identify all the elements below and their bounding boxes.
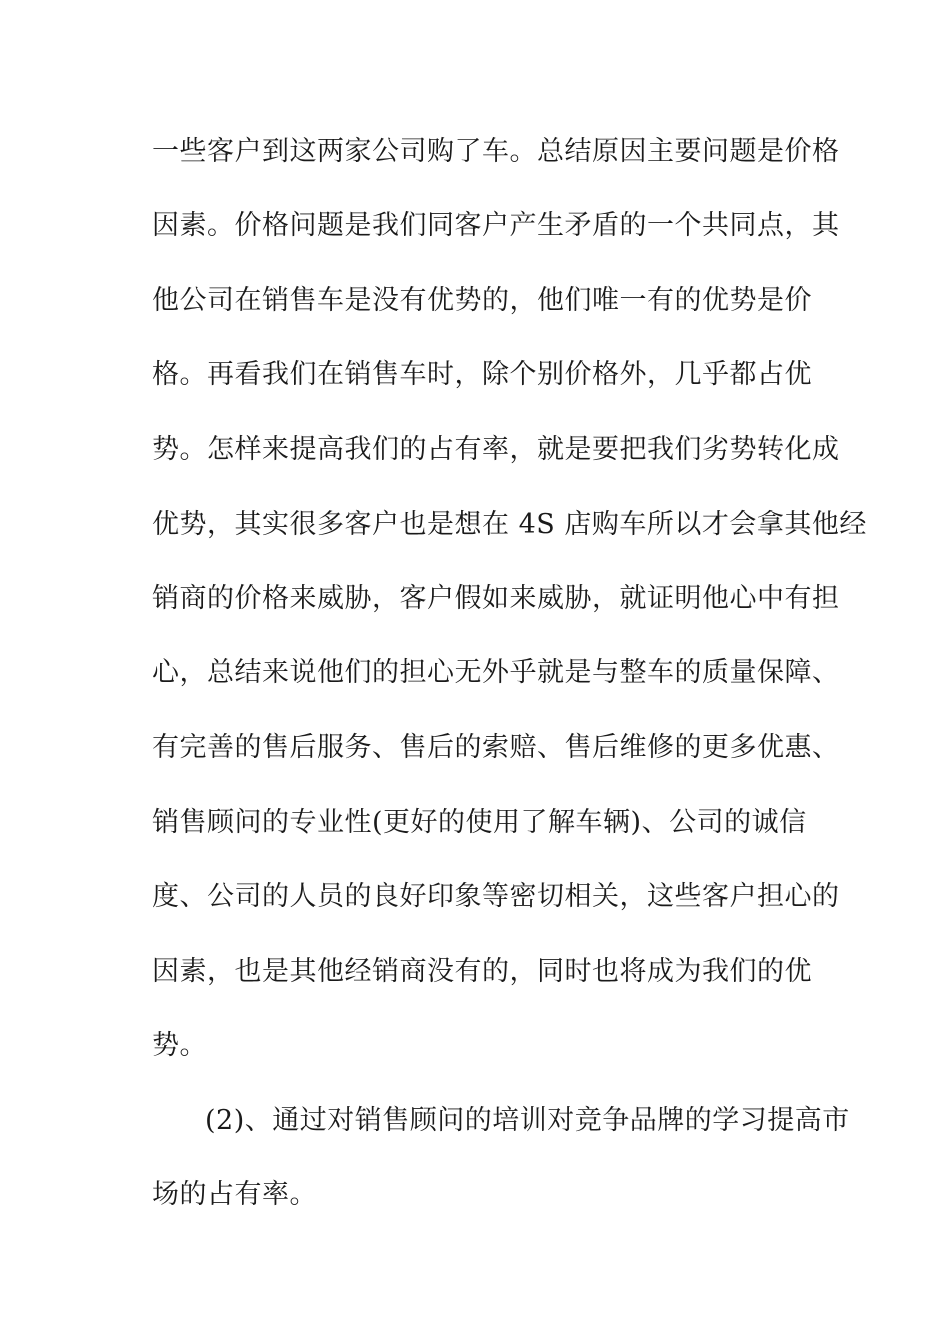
text-line: 势。 bbox=[152, 1030, 207, 1061]
text-line: 优势，其实很多客户也是想在 4S 店购车所以才会拿其他经 bbox=[152, 509, 867, 540]
text-line: (2)、通过对销售顾问的培训对竞争品牌的学习提高市 bbox=[205, 1105, 850, 1136]
text-line: 一些客户到这两家公司购了车。总结原因主要问题是价格 bbox=[152, 136, 840, 167]
text-line: 销商的价格来威胁，客户假如来威胁，就证明他心中有担 bbox=[152, 583, 840, 614]
text-line: 格。再看我们在销售车时，除个别价格外，几乎都占优 bbox=[152, 359, 812, 390]
text-line: 势。怎样来提高我们的占有率，就是要把我们劣势转化成 bbox=[152, 434, 840, 465]
text-line: 因素。价格问题是我们同客户产生矛盾的一个共同点，其 bbox=[152, 210, 840, 241]
text-line: 因素，也是其他经销商没有的，同时也将成为我们的优 bbox=[152, 956, 812, 987]
text-line: 心，总结来说他们的担心无外乎就是与整车的质量保障、 bbox=[152, 657, 840, 688]
text-line: 他公司在销售车是没有优势的，他们唯一有的优势是价 bbox=[152, 285, 812, 316]
text-line: 有完善的售后服务、售后的索赔、售后维修的更多优惠、 bbox=[152, 732, 840, 763]
text-line: 场的占有率。 bbox=[152, 1179, 317, 1210]
text-line: 度、公司的人员的良好印象等密切相关，这些客户担心的 bbox=[152, 881, 840, 912]
text-line: 销售顾问的专业性(更好的使用了解车辆)、公司的诚信 bbox=[152, 807, 807, 838]
